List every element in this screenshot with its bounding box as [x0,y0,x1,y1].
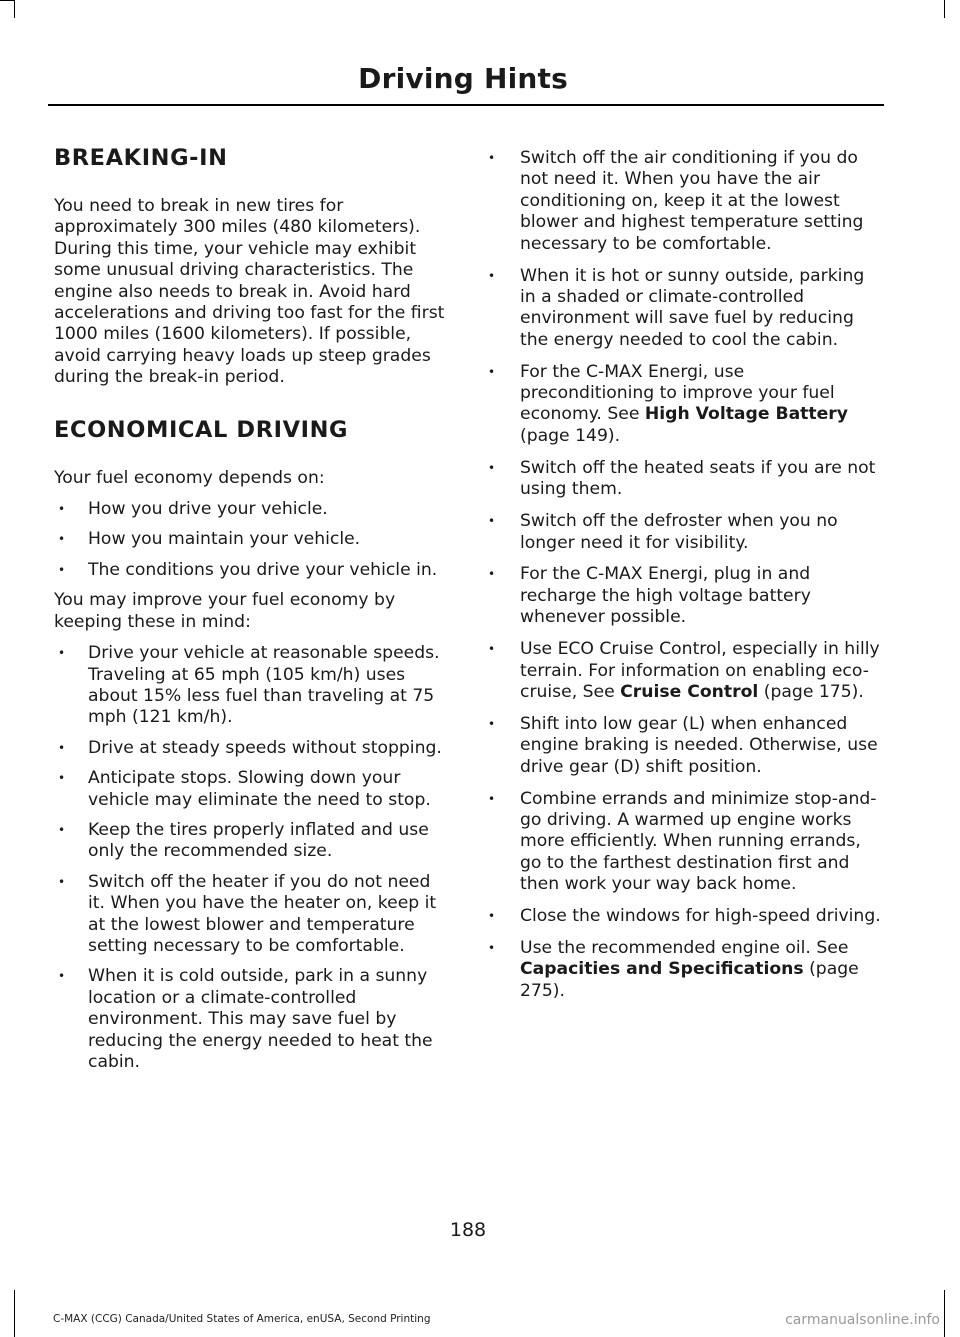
bullet-icon: • [488,909,496,924]
breaking-in-paragraph: You need to break in new tires for approximately 300 miles (480 kilometers). During this time, your vehicle may exhibit some unusual driving characteristics. The engine also needs to break in. Avoid hard accelerations and driving too fast for the first 1000 miles (1600 kilometers). If possible, avoid carrying heavy loads up steep grades during the break-in period. [54,196,445,388]
bullet-icon: • [488,716,496,731]
right-column [484,148,882,1013]
cross-reference-link[interactable]: High Voltage Battery [644,404,848,425]
header-rule [48,104,884,106]
improve-intro: You may improve your fuel economy by keeping these in mind: [54,590,396,632]
crop-mark [0,0,14,1]
list-item: • Switch off the defroster when you no longer need it for visibility. [488,511,838,553]
list-item: • Drive at steady speeds without stopping. [58,737,442,758]
list-item: • Keep the tires properly inflated and use only the recommended size. [58,819,429,862]
list-item: • Use the recommended engine oil. See Capacities and Specifications (page 275). [488,938,859,1001]
list-item: • For the C-MAX Energi, use preconditioning to improve your fuel economy. See High Voltage Battery (page 149). [488,361,848,446]
list-item: • The conditions you drive your vehicle in. [58,559,438,580]
bullet-icon: • [58,562,66,577]
crop-mark [944,0,945,18]
bullet-icon: • [488,642,496,657]
list-item: • Switch off the air conditioning if you do not need it. When you have the air conditioning on, keep it at the lowest blower and highest temperature setting necessary to be comfortable. [488,148,864,254]
bullet-icon: • [58,502,66,517]
bullet-icon: • [58,874,66,889]
list-item: • When it is hot or sunny outside, parking in a shaded or climate-controlled environment will save fuel by reducing the energy needed to cool the cabin. [488,265,865,350]
cross-reference-link[interactable]: Cruise Control [620,681,759,702]
list-item: • For the C-MAX Energi, plug in and recharge the high voltage battery whenever possible. [488,564,811,628]
bullet-icon: • [58,646,66,661]
crop-mark [944,1290,945,1337]
tips-list-right [484,148,882,1002]
bullet-icon: • [58,822,66,837]
list-item: • How you drive your vehicle. [58,499,328,520]
page-title: Driving Hints [358,62,568,95]
list-item: • Use ECO Cruise Control, especially in hilly terrain. For information on enabling eco-cruise, See Cruise Control (page 175). [488,639,880,702]
bullet-icon: • [488,151,496,165]
bullet-icon: • [488,791,496,806]
bullet-icon: • [58,771,66,786]
list-item: • Anticipate stops. Slowing down your vehicle may eliminate the need to stop. [58,768,431,810]
bullet-icon: • [488,514,496,529]
list-item: • When it is cold outside, park in a sunny location or a climate-controlled environment. This may save fuel by reducing the energy needed to heat the cabin. [58,966,433,1072]
list-item: • Shift into low gear (L) when enhanced engine braking is needed. Otherwise, use drive gear (D) shift position. [488,713,878,777]
bullet-icon: • [488,460,496,475]
crop-mark [14,0,15,18]
depends-on-list [54,499,446,581]
section-heading-economical-driving: ECONOMICAL DRIVING [54,416,349,443]
bullet-icon: • [58,532,66,547]
bullet-icon: • [58,969,66,984]
list-item: • Drive your vehicle at reasonable speeds. Traveling at 65 mph (105 km/h) uses about 15% less fuel than traveling at 75 mph (121 km/h). [58,643,440,728]
crop-mark [14,1290,15,1337]
edition-footer: C-MAX (CCG) Canada/United States of America, enUSA, Second Printing [53,1313,431,1325]
bullet-icon: • [488,268,496,283]
bullet-icon: • [488,941,496,955]
tips-list-left [54,643,446,1073]
economy-intro: Your fuel economy depends on: [54,467,325,488]
left-column [54,144,446,1082]
list-item: • How you maintain your vehicle. [58,529,361,550]
page-number: 188 [449,1219,487,1241]
bullet-icon: • [488,364,496,379]
bullet-icon: • [58,740,66,755]
list-item: • Combine errands and minimize stop-and-go driving. A warmed up engine works more efficiently. When running errands, go to the farthest destination first and then work your way back home. [488,788,877,895]
cross-reference-link[interactable]: Capacities and Specifications [520,959,804,980]
list-item: • Switch off the heater if you do not need it. When you have the heater on, keep it at the lowest blower and temperature setting necessary to be comfortable. [58,871,437,956]
watermark: carmanualsonline.info [785,1312,940,1328]
bullet-icon: • [488,567,496,582]
list-item: • Close the windows for high-speed driving. [488,906,881,927]
section-heading-breaking-in: BREAKING-IN [54,145,228,171]
list-item: • Switch off the heated seats if you are not using them. [488,457,876,500]
